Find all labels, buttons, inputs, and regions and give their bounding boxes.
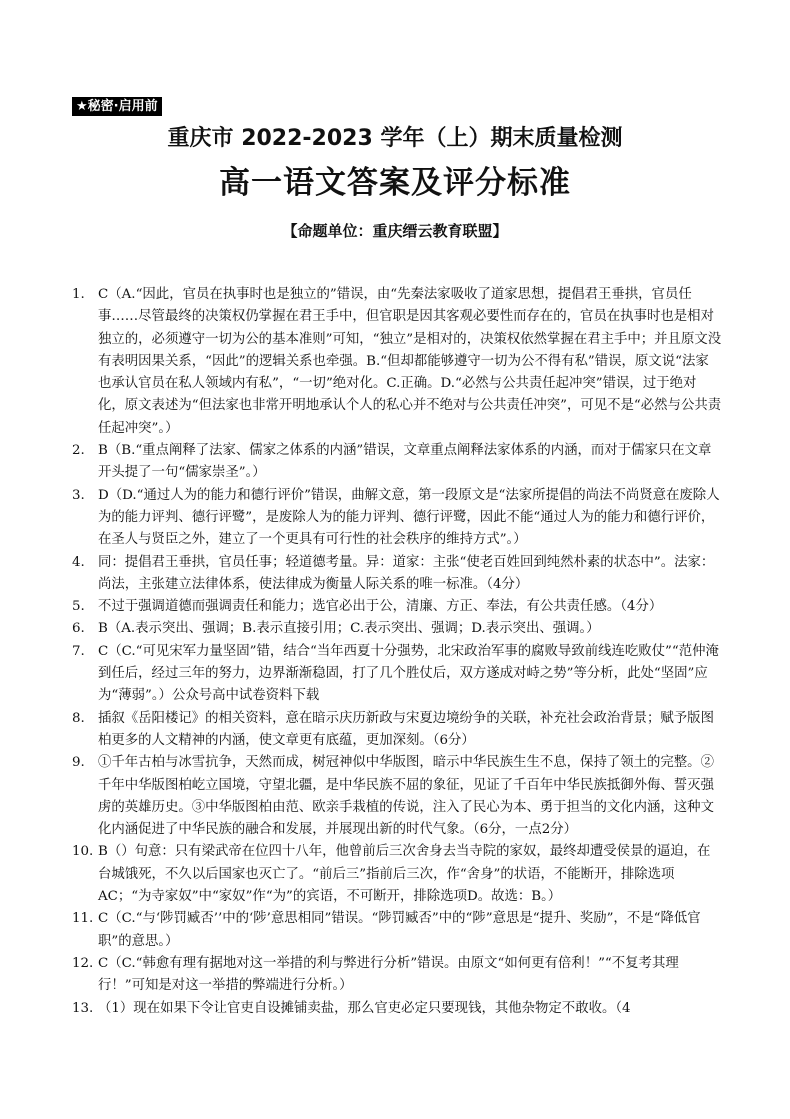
answer-number: 10.	[72, 844, 94, 860]
secret-label: ★秘密·启用前	[72, 97, 162, 116]
page-title: 重庆市 2022-2023 学年（上）期末质量检测	[167, 126, 623, 151]
answer-number: 12.	[72, 955, 94, 971]
answer-item	[72, 618, 722, 640]
answer-text: C（C.“韩愈有理有据地对这一举措的利与弊进行分析”错误。由原文“如何更有倍利！”“不复考其理行！”可知是对这一举措的弊端进行分析。）	[98, 955, 679, 994]
answer-number: 4.	[72, 554, 85, 570]
answer-number: 6.	[72, 621, 85, 637]
answer-text: D（D.“通过人为的能力和德行评价”错误，曲解文意，第一段原文是“法家所提倡的尚法不尚贤意在废除人为的能力评判、德行评鹭”，是废除人为的能力评判、德行评鹭，因此不能“通过人为的能力和德行评价，在圣人与贤臣之外，建立了一个更具有可行性的社会秩序的维持方式”。）	[98, 487, 720, 548]
answer-item	[72, 641, 722, 708]
answer-item	[72, 552, 722, 597]
answer-text: ①千年古柏与冰雪抗争，天然而成，树冠神似中华版图，暗示中华民族生生不息，保持了领土的完整。②千年中华版图柏屹立国境，守望北疆，是中华民族不屈的象征，见证了千百年中华民族抵御外侮、誓灭强虏的英雄历史。③中华版图柏由范、欧亲手栽植的传说，注入了民心为本、勇于担当的文化内涵，这种文化内涵促进了中华民族的融合和发展，并展现出新的时代气象。（6分，一点2分）	[98, 755, 714, 838]
answer-number: 8.	[72, 710, 85, 726]
answer-item	[72, 841, 722, 908]
answer-number: 13.	[72, 1000, 94, 1016]
answer-text: C（A.“因此，官员在执事时也是独立的”错误，由“先秦法家吸收了道家思想，提倡君王垂拱，官员任事……尽管最终的决策权仍掌握在君王手中，但官职是因其客观必要性而存在的，官员在执事时也是相对独立的，必须遵守一切为公的基本准则”可知，“独立”是相对的，决策权依然掌握在君主手中；并且原文没有表明因果关系，“因此”的逻辑关系也牵强。B.“但却都能够遵守一切为公不得有私”错误，原文说“法家也承认官员在私人领域内有私”，“一切”绝对化。C.正确。D.“必然与公共责任起冲突”错误，过于绝对化，原文表述为“但法家也非常开明地承认个人的私心并不绝对与公共责任冲突”，可见不是“必然与公共责任起冲突”。）	[98, 287, 722, 436]
answer-item	[72, 708, 722, 753]
answer-number: 5.	[72, 599, 85, 615]
answer-number: 1.	[72, 287, 85, 302]
answer-number: 7.	[72, 643, 85, 659]
answer-item	[72, 284, 722, 440]
answer-text: （1）现在如果下令让官吏自设摊铺卖盐，那么官吏必定只要现钱，其他杂物定不敢收。（4	[98, 1000, 631, 1016]
answer-number: 9.	[72, 755, 85, 771]
answer-text: 不过于强调道德而强调责任和能力；选官必出于公，清廉、方正、奉法，有公共责任感。（4分）	[98, 599, 663, 615]
answer-number: 2.	[72, 443, 85, 459]
answer-item	[72, 998, 722, 1020]
answer-item	[72, 752, 722, 841]
author-unit: 【命题单位：重庆缙云教育联盟】	[282, 222, 508, 240]
answer-text: B（B.“重点阐释了法家、儒家之体系的内涵”错误，文章重点阐释法家体系的内涵，而对于儒家只在文章开头提了一句“儒家崇圣”。）	[98, 443, 712, 481]
answer-item	[72, 908, 722, 953]
answer-text: B（A.表示突出、强调；B.表示直接引用；C.表示突出、强调；D.表示突出、强调。）	[98, 621, 600, 637]
answer-number: 11.	[72, 911, 94, 927]
answer-item	[72, 953, 722, 998]
answer-text: 插叙《岳阳楼记》的相关资料，意在暗示庆历新政与宋夏边境纷争的关联，补充社会政治背景；赋予版图柏更多的人文精神的内涵，使文章更有底蕴，更加深刻。（6分）	[98, 710, 714, 748]
answer-number: 3.	[72, 487, 85, 503]
answer-list	[72, 284, 722, 1020]
answer-item	[72, 596, 722, 618]
answer-item	[72, 485, 722, 552]
answer-text: B（）句意：只有梁武帝在位四十八年，他曾前后三次舍身去当寺院的家奴，最终却遭受侯景的逼迫，在台城饿死，不久以后国家也灭亡了。“前后三”指前后三次，作“舍身”的状语，不能断开，排除选项AC；“为寺家奴”中“家奴”作“为”的宾语，不可断开，排除选项D。故选：B。）	[98, 844, 711, 905]
page-subtitle: 高一语文答案及评分标准	[219, 165, 571, 201]
answer-text: C（C.“与‘陟罚臧否’’中的‘陟’意思相同”错误。“陟罚臧否”中的“陟”意思是“提升、奖励”，不是“降低官职”的意思。）	[98, 911, 701, 949]
answer-item	[72, 440, 722, 485]
answer-text: C（C.“可见宋军力量坚固”错，结合“当年西夏十分强势，北宋政治军事的腐败导致前线连吃败仗”“范仲淹到任后，经过三年的努力，边界渐渐稳固，打了几个胜仗后，双方遂成对峙之势”等分析，此处“坚固”应为“薄弱”。）公众号高中试卷资料下载	[98, 643, 719, 704]
answer-text: 同：提倡君王垂拱，官员任事；轻道德考量。异：道家：主张“使老百姓回到纯然朴素的状态中”。法家：尚法，主张建立法律体系，使法律成为衡量人际关系的唯一标准。（4分）	[98, 554, 715, 592]
